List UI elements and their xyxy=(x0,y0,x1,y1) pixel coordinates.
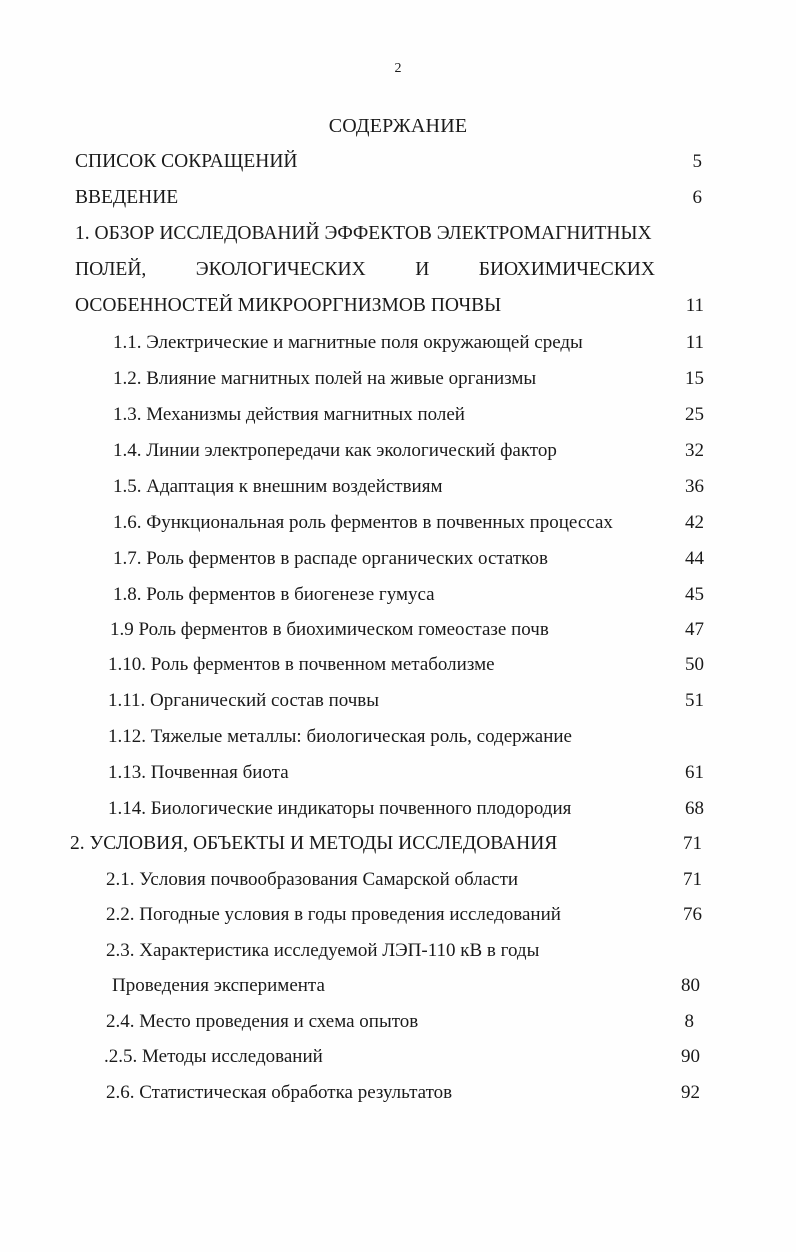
toc-entry-1-10: 1.10. Роль ферментов в почвенном метаболизме xyxy=(108,654,495,675)
chapter1-word: И xyxy=(415,259,430,280)
toc-page-2-2: 76 xyxy=(683,904,702,925)
toc-page-introduction: 6 xyxy=(692,187,702,208)
toc-page-2-1: 71 xyxy=(683,869,702,890)
toc-entry-chapter2: 2. УСЛОВИЯ, ОБЪЕКТЫ И МЕТОДЫ ИССЛЕДОВАНИЯ xyxy=(70,833,558,854)
toc-entry-1-5: 1.5. Адаптация к внешним воздействиям xyxy=(113,476,443,497)
toc-page-2-6: 92 xyxy=(681,1082,700,1103)
toc-page-1-4: 32 xyxy=(685,440,704,461)
toc-page-1-14: 68 xyxy=(685,798,704,819)
chapter1-word: ЭКОЛОГИЧЕСКИХ xyxy=(195,259,366,280)
toc-entry-1-1: 1.1. Электрические и магнитные поля окружающей среды xyxy=(113,332,583,353)
toc-entry-chapter1-line1: 1. ОБЗОР ИССЛЕДОВАНИЙ ЭФФЕКТОВ ЭЛЕКТРОМАГНИТНЫХ xyxy=(75,223,652,244)
toc-page-2-4: 8 xyxy=(684,1011,694,1032)
toc-entry-introduction: ВВЕДЕНИЕ xyxy=(75,187,179,208)
toc-entry-2-4: 2.4. Место проведения и схема опытов xyxy=(106,1011,419,1032)
toc-entry-1-2: 1.2. Влияние магнитных полей на живые организмы xyxy=(113,368,537,389)
toc-entry-1-9: 1.9 Роль ферментов в биохимическом гомеостазе почв xyxy=(110,619,549,640)
toc-entry-2-2: 2.2. Погодные условия в годы проведения исследований xyxy=(106,904,561,925)
toc-page-1-13: 61 xyxy=(685,762,704,783)
toc-entry-1-12: 1.12. Тяжелые металлы: биологическая роль, содержание xyxy=(108,726,572,747)
toc-entry-1-11: 1.11. Органический состав почвы xyxy=(108,690,380,711)
toc-page-1-6: 42 xyxy=(685,512,704,533)
toc-entry-1-4: 1.4. Линии электропередачи как экологический фактор xyxy=(113,440,557,461)
toc-entry-2-5: .2.5. Методы исследований xyxy=(104,1046,323,1067)
toc-entry-chapter1-line3: ОСОБЕННОСТЕЙ МИКРООРГНИЗМОВ ПОЧВЫ xyxy=(75,295,502,316)
toc-entry-1-13: 1.13. Почвенная биота xyxy=(108,762,289,783)
toc-entry-abbreviations: СПИСОК СОКРАЩЕНИЙ xyxy=(75,151,298,172)
toc-page-1-2: 15 xyxy=(685,368,704,389)
toc-entry-1-6: 1.6. Функциональная роль ферментов в почвенных процессах xyxy=(113,512,613,533)
toc-page-1-10: 50 xyxy=(685,654,704,675)
toc-entry-1-8: 1.8. Роль ферментов в биогенезе гумуса xyxy=(113,584,435,605)
chapter1-word: ПОЛЕЙ, xyxy=(75,259,147,280)
toc-entry-2-3-line2: Проведения эксперимента xyxy=(112,975,325,996)
toc-page-1-7: 44 xyxy=(685,548,704,569)
toc-entry-chapter1-line2 xyxy=(75,258,655,282)
page-title: СОДЕРЖАНИЕ xyxy=(328,115,468,137)
toc-page-1-9: 47 xyxy=(685,619,704,640)
toc-entry-1-3: 1.3. Механизмы действия магнитных полей xyxy=(113,404,465,425)
toc-entry-2-3-line1: 2.3. Характеристика исследуемой ЛЭП-110 кВ в годы xyxy=(106,940,540,961)
toc-page-1-11: 51 xyxy=(685,690,704,711)
toc-entry-1-7: 1.7. Роль ферментов в распаде органических остатков xyxy=(113,548,548,569)
toc-page-abbreviations: 5 xyxy=(692,151,702,172)
toc-page-2-3: 80 xyxy=(681,975,700,996)
toc-page-1-3: 25 xyxy=(685,404,704,425)
toc-page-chapter2: 71 xyxy=(683,833,702,854)
toc-page-1-8: 45 xyxy=(685,584,704,605)
toc-page-2-5: 90 xyxy=(681,1046,700,1067)
toc-page-1-5: 36 xyxy=(685,476,704,497)
toc-entry-2-1: 2.1. Условия почвообразования Самарской области xyxy=(106,869,519,890)
chapter1-word: БИОХИМИЧЕСКИХ xyxy=(478,259,655,280)
page-number: 2 xyxy=(394,61,402,76)
toc-entry-2-6: 2.6. Статистическая обработка результатов xyxy=(106,1082,453,1103)
toc-page-chapter1: 11 xyxy=(685,295,704,316)
toc-entry-1-14: 1.14. Биологические индикаторы почвенного плодородия xyxy=(108,798,572,819)
toc-page-1-1: 11 xyxy=(685,332,704,353)
